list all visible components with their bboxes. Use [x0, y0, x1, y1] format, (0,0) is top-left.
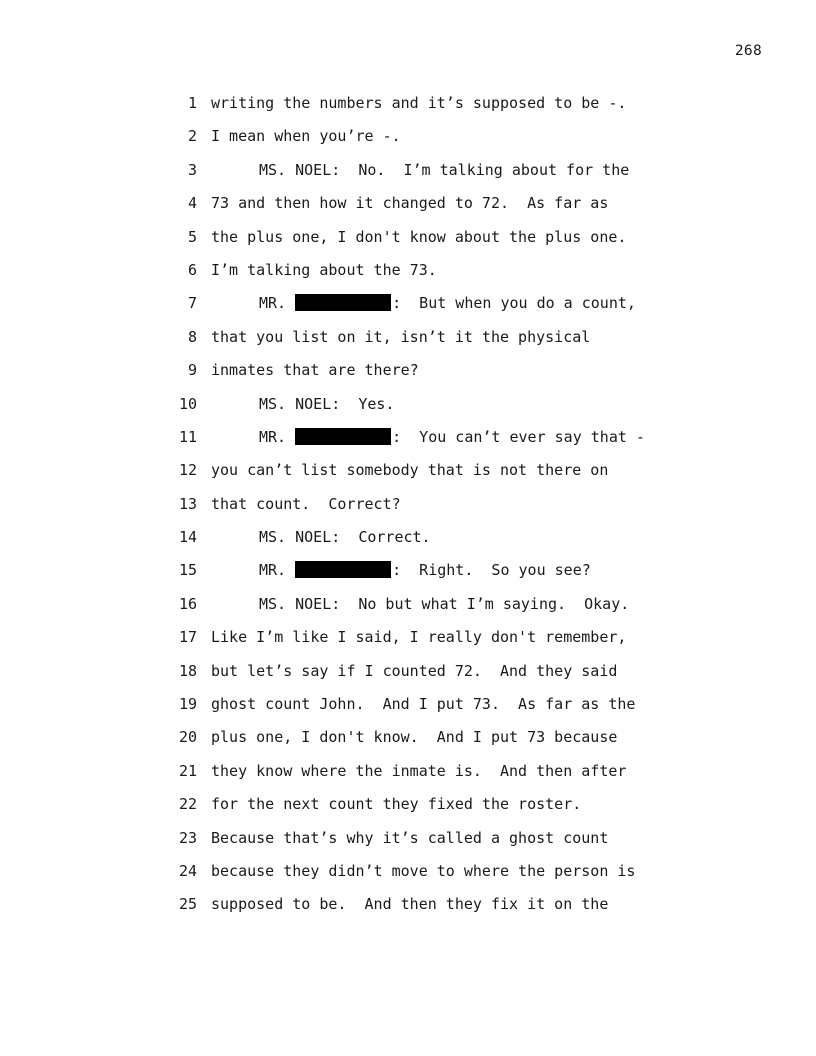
transcript-line: [170, 527, 690, 560]
line-segment: supposed to be. And then they fix it on the: [211, 895, 609, 914]
line-text: [211, 594, 629, 627]
transcript-body: [170, 93, 690, 928]
line-segment: Like I’m like I said, I really don't remember,: [211, 628, 627, 647]
line-text: [211, 494, 401, 527]
line-number: 16: [178, 594, 197, 613]
transcript-line: [170, 160, 690, 193]
line-text: [211, 93, 626, 126]
line-text: [211, 661, 617, 694]
line-number: 21: [178, 761, 197, 780]
line-text: [211, 427, 645, 460]
line-segment: Because that’s why it’s called a ghost count: [211, 828, 609, 847]
line-text: [211, 193, 608, 226]
line-text: [211, 460, 608, 493]
line-segment: that you list on it, isn’t it the physical: [211, 327, 591, 346]
line-number: 9: [187, 361, 197, 380]
transcript-line: [170, 260, 690, 293]
page-number: 268: [734, 43, 762, 59]
line-segment: that count. Correct?: [211, 494, 401, 513]
transcript-line: [170, 861, 690, 894]
redaction-bar: [295, 561, 391, 578]
line-segment: for the next count they fixed the roster.: [211, 795, 582, 814]
line-segment: MS. NOEL: Correct.: [259, 528, 431, 547]
transcript-line: [170, 293, 690, 326]
line-text: [211, 828, 608, 861]
line-segment: the plus one, I don't know about the plus one.: [211, 227, 627, 246]
line-text: [211, 861, 635, 894]
speaker-prefix: MR.: [259, 427, 287, 446]
line-segment: MS. NOEL: No. I’m talking about for the: [259, 160, 630, 179]
line-segment: but let’s say if I counted 72. And they said: [211, 661, 618, 680]
transcript-line: [170, 427, 690, 460]
line-text: [211, 227, 626, 260]
transcript-line: [170, 460, 690, 493]
line-number: 12: [178, 461, 197, 480]
transcript-line: [170, 894, 690, 927]
transcript-line: [170, 794, 690, 827]
line-number: 3: [187, 160, 197, 179]
line-number: 1: [187, 94, 197, 112]
line-number: 23: [178, 828, 197, 847]
line-text: [211, 694, 635, 727]
transcript-line: [170, 828, 690, 861]
line-number: 5: [187, 227, 197, 246]
line-segment: MS. NOEL: No but what I’m saying. Okay.: [259, 594, 630, 613]
line-number: 14: [178, 528, 197, 547]
line-segment: I’m talking about the 73.: [211, 260, 437, 279]
line-number: 13: [178, 494, 197, 513]
line-segment: : But when you do a count,: [392, 294, 636, 313]
transcript-line: [170, 227, 690, 260]
line-text: [211, 727, 617, 760]
line-segment: : Right. So you see?: [392, 561, 591, 580]
transcript-line: [170, 727, 690, 760]
line-number: 15: [178, 561, 197, 580]
line-text: [211, 394, 394, 427]
line-text: [211, 126, 401, 159]
transcript-line: [170, 193, 690, 226]
line-number: 7: [187, 294, 197, 313]
line-segment: I mean when you’re -.: [211, 127, 401, 146]
line-text: [211, 527, 431, 560]
line-segment: because they didn’t move to where the person is: [211, 861, 636, 880]
line-text: [211, 260, 437, 293]
line-text: [211, 894, 608, 927]
line-text: [211, 293, 636, 326]
transcript-line: [170, 560, 690, 593]
line-number: 19: [178, 695, 197, 714]
line-number: 18: [178, 661, 197, 680]
transcript-line: [170, 661, 690, 694]
line-number: 2: [187, 127, 197, 146]
speaker-prefix: MR.: [259, 561, 287, 580]
line-number: 17: [178, 628, 197, 647]
line-segment: plus one, I don't know. And I put 73 because: [211, 728, 618, 747]
line-segment: ghost count John. And I put 73. As far as the: [211, 695, 636, 714]
line-number: 10: [178, 394, 197, 413]
line-text: [211, 627, 626, 660]
line-segment: MS. NOEL: Yes.: [259, 394, 395, 413]
transcript-line: [170, 627, 690, 660]
line-segment: inmates that are there?: [211, 361, 419, 380]
transcript-line: [170, 594, 690, 627]
line-segment: : You can’t ever say that -: [392, 427, 645, 446]
transcript-line: [170, 694, 690, 727]
line-text: [211, 794, 581, 827]
line-number: 20: [178, 728, 197, 747]
line-segment: writing the numbers and it’s supposed to be -.: [211, 94, 627, 112]
line-number: 22: [178, 795, 197, 814]
line-text: [211, 360, 419, 393]
speaker-prefix: MR.: [259, 294, 287, 313]
transcript-line: [170, 394, 690, 427]
transcript-line: [170, 126, 690, 159]
line-number: 6: [187, 260, 197, 279]
redaction-bar: [295, 428, 391, 445]
line-number: 11: [178, 427, 197, 446]
line-number: 24: [178, 861, 197, 880]
line-segment: they know where the inmate is. And then after: [211, 761, 627, 780]
redaction-bar: [295, 294, 391, 311]
line-segment: you can’t list somebody that is not there on: [211, 461, 609, 480]
line-number: 8: [187, 327, 197, 346]
transcript-line: [170, 93, 690, 126]
transcript-line: [170, 494, 690, 527]
line-text: [211, 327, 590, 360]
line-text: [211, 761, 626, 794]
line-text: [211, 160, 629, 193]
line-number: 25: [178, 895, 197, 914]
line-text: [211, 560, 591, 593]
transcript-line: [170, 761, 690, 794]
transcript-line: [170, 360, 690, 393]
line-segment: 73 and then how it changed to 72. As far as: [211, 194, 609, 213]
transcript-line: [170, 327, 690, 360]
line-number: 4: [187, 194, 197, 213]
